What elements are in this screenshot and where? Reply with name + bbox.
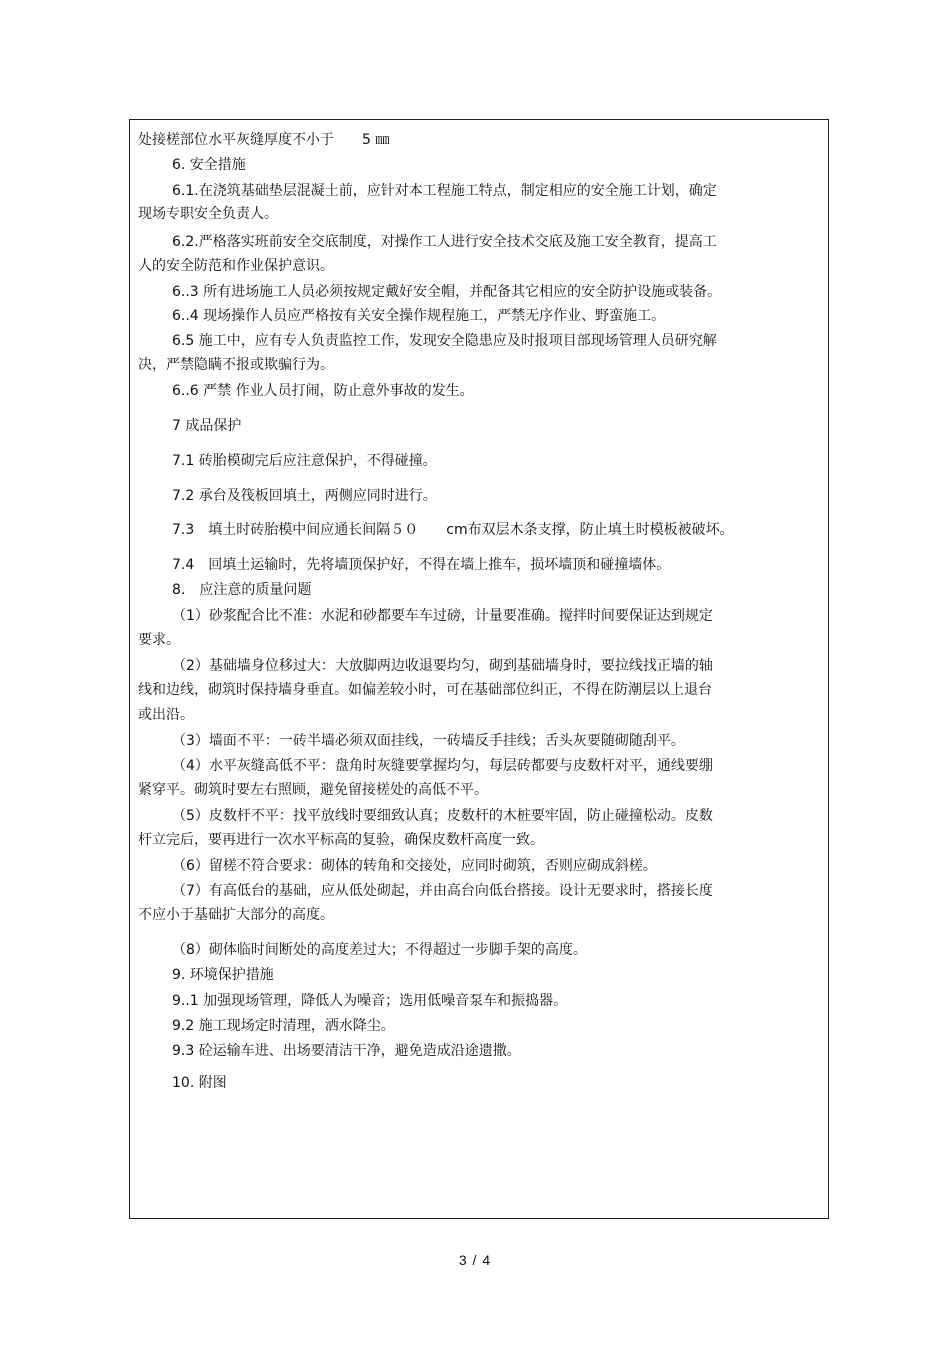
text-line: 9.3 砼运输车进、出场要清洁干净，避免造成沿途遗撒。 xyxy=(172,1043,521,1059)
section-heading-protection: 7 成品保护 xyxy=(172,418,242,434)
page-number: 3 / 4 xyxy=(458,1252,492,1268)
section-heading-appendix: 10. 附图 xyxy=(172,1075,227,1091)
text-line: （7）有高低台的基础，应从低处砌起，并由高台向低台搭接。设计无要求时，搭接长度 xyxy=(172,883,713,899)
text-line: 处接槎部位水平灰缝厚度不小于 5 ㎜ xyxy=(138,132,390,148)
text-line: 现场专职安全负责人。 xyxy=(138,206,278,222)
text-line: （6）留槎不符合要求：砌体的转角和交接处，应同时砌筑，否则应砌成斜槎。 xyxy=(172,858,657,874)
section-heading-quality: 8. 应注意的质量问题 xyxy=(172,582,312,598)
text-line: 6..3 所有进场施工人员必须按规定戴好安全帽，并配备其它相应的安全防护设施或装备。 xyxy=(172,284,722,300)
text-line: 6.1.在浇筑基础垫层混凝土前，应针对本工程施工特点，制定相应的安全施工计划，确定 xyxy=(172,183,717,199)
text-line: （3）墙面不平：一砖半墙必须双面挂线，一砖墙反手挂线；舌头灰要随砌随刮平。 xyxy=(172,733,685,749)
text-line: 要求。 xyxy=(138,632,180,648)
section-heading-environment: 9. 环境保护措施 xyxy=(172,967,274,983)
section-heading-safety: 6. 安全措施 xyxy=(172,157,246,173)
text-line: 7.2 承台及筏板回填土，两侧应同时进行。 xyxy=(172,488,437,504)
text-line: （2）基础墙身位移过大：大放脚两边收退要均匀，砌到基础墙身时，要拉线找正墙的轴 xyxy=(172,658,713,674)
text-line: （8）砌体临时间断处的高度差过大；不得超过一步脚手架的高度。 xyxy=(172,942,587,958)
text-line: 紧穿平。砌筑时要左右照顾，避免留接槎处的高低不平。 xyxy=(138,782,488,798)
text-line: 9..1 加强现场管理，降低人为噪音；选用低噪音泵车和振捣器。 xyxy=(172,993,568,1009)
text-line: （4）水平灰缝高低不平：盘角时灰缝要掌握均匀，每层砖都要与皮数杆对平，通线要绷 xyxy=(172,758,713,774)
text-line: 不应小于基础扩大部分的高度。 xyxy=(138,907,334,923)
text-line: 人的安全防范和作业保护意识。 xyxy=(138,258,334,274)
text-line: （1）砂浆配合比不准：水泥和砂都要车车过磅，计量要准确。搅拌时间要保证达到规定 xyxy=(172,608,713,624)
text-line: （5）皮数杆不平：找平放线时要细致认真；皮数杆的木桩要牢固，防止碰撞松动。皮数 xyxy=(172,808,713,824)
text-line: 7.4 回填土运输时，先将墙顶保护好，不得在墙上推车，损坏墙顶和碰撞墙体。 xyxy=(172,557,671,573)
text-line: 或出沿。 xyxy=(138,707,194,723)
text-line: 杆立完后，要再进行一次水平标高的复验，确保皮数杆高度一致。 xyxy=(138,832,544,848)
text-line: 7.3 填土时砖胎模中间应通长间隔５０ cm布双层木条支撑，防止填土时模板被破坏。 xyxy=(172,522,734,538)
text-line: 线和边线，砌筑时保持墙身垂直。如偏差较小时，可在基础部位纠正，不得在防潮层以上退台 xyxy=(138,682,712,698)
text-line: 6..4 现场操作人员应严格按有关安全操作规程施工，严禁无序作业、野蛮施工。 xyxy=(172,308,666,324)
text-line: 6.5 施工中，应有专人负责监控工作，发现安全隐患应及时报项目部现场管理人员研究解 xyxy=(172,333,717,349)
text-line: 6.2.严格落实班前安全交底制度，对操作工人进行安全技术交底及施工安全教育，提高工 xyxy=(172,234,717,250)
content-frame xyxy=(129,119,829,1219)
text-line: 决，严禁隐瞒不报或欺骗行为。 xyxy=(138,357,334,373)
text-line: 7.1 砖胎模砌完后应注意保护，不得碰撞。 xyxy=(172,453,437,469)
text-line: 6..6 严禁 作业人员打闹，防止意外事故的发生。 xyxy=(172,383,474,399)
text-line: 9.2 施工现场定时清理，洒水降尘。 xyxy=(172,1018,395,1034)
